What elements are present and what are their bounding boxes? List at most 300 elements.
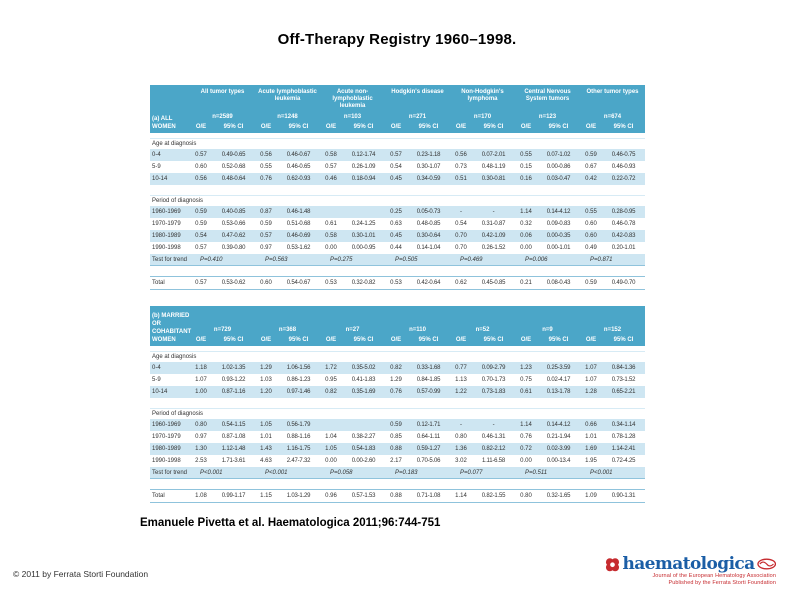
row-label: 1980-1989 — [152, 446, 181, 452]
oe-value: 0.56 — [195, 176, 207, 182]
oe-value — [320, 206, 342, 218]
oe-value: 0.25 — [390, 209, 402, 215]
ci-value: 0.88-1.16 — [286, 434, 311, 440]
oe-value: 0.88 — [390, 493, 402, 499]
spacer — [150, 398, 645, 408]
ci-value: 1.02-1.35 — [221, 365, 246, 371]
ci-value: 2.47-7.32 — [286, 458, 311, 464]
oe-value: 1.01 — [585, 434, 597, 440]
oe-value: 0.80 — [520, 493, 532, 499]
ci-value: 0.24-1.25 — [351, 221, 376, 227]
subheader-ci: 95% CI — [483, 337, 504, 343]
section-label-line: (b) MARRIED — [152, 313, 190, 319]
ci-value: 0.39-0.80 — [221, 245, 246, 251]
oe-value: 1.69 — [585, 446, 597, 452]
logo-wordmark: haematologica — [622, 554, 755, 574]
p-value: P=0.006 — [525, 257, 548, 263]
oe-value: 0.88 — [390, 446, 402, 452]
subheader-row — [150, 335, 645, 346]
oe-value: 1.07 — [585, 365, 597, 371]
ci-value: 0.12-1.74 — [351, 152, 376, 158]
corner-cell — [150, 88, 190, 112]
ci-value: 0.72-4.25 — [611, 458, 636, 464]
oe-value: 1.29 — [260, 365, 272, 371]
ci-value: 0.20-1.01 — [611, 245, 636, 251]
ci-value: 0.38-2.27 — [351, 434, 376, 440]
ci-value: 0.54-1.83 — [351, 446, 376, 452]
ci-value: 0.03-0.47 — [546, 176, 571, 182]
oe-value: 0.51 — [455, 176, 467, 182]
subheader-oe: O/E — [260, 124, 272, 130]
table-row — [150, 455, 645, 467]
page-title: Off-Therapy Registry 1960–1998. — [277, 31, 517, 48]
oe-value: - — [460, 422, 462, 428]
ci-value: 0.07-1.02 — [546, 152, 571, 158]
oe-value: 0.57 — [325, 164, 337, 170]
ci-value: 0.99-1.17 — [221, 493, 246, 499]
ci-value: 0.70-1.73 — [481, 377, 506, 383]
oe-value: 1.14 — [520, 422, 532, 428]
oe-value: 0.63 — [390, 221, 402, 227]
oe-value: 0.58 — [325, 152, 337, 158]
oe-value: 0.55 — [260, 164, 272, 170]
oe-value: 0.76 — [520, 434, 532, 440]
n-value: n=170 — [473, 114, 492, 120]
p-value: P=0.077 — [460, 470, 483, 476]
ci-value: 1.71-3.61 — [221, 458, 246, 464]
oe-value: 1.07 — [195, 377, 207, 383]
ci-value: 0.32-0.82 — [351, 280, 376, 286]
oe-value — [320, 419, 342, 431]
oe-value: 1.95 — [585, 458, 597, 464]
ci-value: 0.00-0.95 — [351, 245, 376, 251]
ci-value: 0.42-0.64 — [416, 280, 441, 286]
oe-value: 0.70 — [455, 233, 467, 239]
logo-tagline-1: Journal of the European Hematology Association — [652, 573, 776, 579]
row-label: 5-9 — [152, 164, 161, 170]
oe-value: 0.70 — [455, 245, 467, 251]
ci-value: 0.65-2.21 — [611, 389, 636, 395]
ci-value: 0.00-0.35 — [546, 233, 571, 239]
trend-row — [150, 467, 645, 479]
n-value: n=110 — [409, 327, 426, 333]
oe-value: 0.57 — [195, 280, 207, 286]
oe-value: 1.23 — [520, 365, 532, 371]
ci-value: 0.22-0.72 — [611, 176, 636, 182]
table-row — [150, 218, 645, 230]
ci-value: 0.53-0.66 — [221, 221, 246, 227]
p-value: P<0.001 — [590, 470, 613, 476]
ci-value: 0.26-1.52 — [481, 245, 506, 251]
oe-value: 0.58 — [325, 233, 337, 239]
table-row — [150, 242, 645, 254]
oe-value: 1.22 — [455, 389, 467, 395]
oe-value: 0.54 — [390, 164, 402, 170]
registry-table — [150, 85, 645, 503]
oe-value: 2.53 — [195, 458, 207, 464]
column-title: Acute lymphoblastic leukemia — [258, 89, 317, 102]
trend-row — [150, 254, 645, 266]
row-label: 1990-1998 — [152, 458, 181, 464]
oe-value: 0.45 — [390, 176, 402, 182]
n-value: n=729 — [213, 327, 232, 333]
section-label — [152, 115, 196, 131]
oe-value: 0.00 — [520, 245, 532, 251]
section-label-line: OR COHABITANT — [152, 321, 192, 335]
copyright: © 2011 by Ferrata Storti Foundation — [13, 569, 149, 579]
spacer — [150, 266, 645, 276]
ci-value: 0.53-1.62 — [286, 245, 311, 251]
oe-value: 4.63 — [260, 458, 272, 464]
oe-value: 0.60 — [585, 221, 597, 227]
ci-value: 0.21-1.94 — [546, 434, 571, 440]
column-title: Other tumor types — [586, 89, 639, 95]
ci-value — [342, 206, 385, 218]
oe-value: 0.44 — [390, 245, 402, 251]
ci-value: 0.53-0.62 — [221, 280, 246, 286]
p-value: P=0.563 — [265, 257, 288, 263]
haematologica-logo — [604, 555, 776, 586]
ci-value: 0.73-1.83 — [481, 389, 506, 395]
ci-value: 0.30-0.64 — [416, 233, 441, 239]
oe-value: 1.14 — [520, 209, 532, 215]
n-value: n=52 — [475, 327, 490, 333]
n-value: n=2589 — [212, 114, 233, 120]
subheader-oe: O/E — [260, 337, 272, 343]
oe-value: 0.59 — [390, 422, 402, 428]
oe-value: 1.07 — [585, 377, 597, 383]
subheader-oe: O/E — [455, 337, 467, 343]
n-value: n=9 — [542, 327, 553, 333]
oe-value: 1.03 — [260, 377, 272, 383]
oe-value: 1.43 — [260, 446, 272, 452]
subheader-ci: 95% CI — [548, 124, 569, 130]
oe-value: 0.59 — [585, 280, 597, 286]
table-row — [150, 149, 645, 161]
ci-value: 0.47-0.62 — [221, 233, 246, 239]
oe-value: 0.80 — [195, 422, 207, 428]
ci-value: 0.84-1.36 — [611, 365, 636, 371]
row-label: Test for trend — [152, 257, 188, 263]
oe-value: 1.36 — [455, 446, 467, 452]
ci-value: 0.57-0.99 — [416, 389, 441, 395]
oe-value: 0.57 — [390, 152, 402, 158]
ci-value: 0.46-0.78 — [611, 221, 636, 227]
section-header — [150, 85, 645, 133]
subheader-ci: 95% CI — [353, 337, 374, 343]
oe-value: 0.85 — [390, 434, 402, 440]
oe-value: 1.09 — [585, 493, 597, 499]
subheader-row — [150, 122, 645, 133]
n-value: n=1248 — [277, 114, 298, 120]
oe-value: 0.54 — [195, 233, 207, 239]
ci-value: 0.64-1.11 — [416, 434, 441, 440]
ci-value: 0.02-3.99 — [546, 446, 571, 452]
ci-value: 0.18-0.94 — [351, 176, 376, 182]
oe-value: 0.80 — [455, 434, 467, 440]
subheader-ci: 95% CI — [353, 124, 374, 130]
subheader-oe: O/E — [585, 124, 597, 130]
oe-value: 0.55 — [585, 209, 597, 215]
oe-value: 0.49 — [585, 245, 597, 251]
subheader-ci: 95% CI — [223, 337, 244, 343]
ci-value: 0.86-1.23 — [286, 377, 311, 383]
section-label-line: WOMEN — [152, 124, 176, 130]
oe-value: 0.76 — [390, 389, 402, 395]
ci-value: 0.48-0.64 — [221, 176, 246, 182]
oe-value: 0.56 — [455, 152, 467, 158]
ci-value: 0.87-1.16 — [221, 389, 246, 395]
oe-value: 0.46 — [325, 176, 337, 182]
table-row — [150, 362, 645, 374]
p-value: P=0.410 — [200, 257, 223, 263]
ci-value: 0.14-4.12 — [546, 209, 571, 215]
oe-value: 0.06 — [520, 233, 532, 239]
ci-value: 0.71-1.08 — [416, 493, 441, 499]
oe-value: 1.28 — [585, 389, 597, 395]
column-title: All tumor types — [200, 89, 245, 95]
ci-value: 1.12-1.48 — [221, 446, 246, 452]
oe-value: 0.67 — [585, 164, 597, 170]
spacer — [150, 185, 645, 195]
ci-value: 0.35-1.69 — [351, 389, 376, 395]
ci-value: 0.09-2.79 — [481, 365, 506, 371]
ci-value: 0.07-2.01 — [481, 152, 506, 158]
ci-value: 0.46-1.31 — [481, 434, 506, 440]
ci-value: 1.16-1.75 — [286, 446, 311, 452]
row-label: 1980-1989 — [152, 233, 181, 239]
row-label: 10-14 — [152, 389, 168, 395]
spacer — [150, 479, 645, 489]
logo-row — [604, 555, 776, 573]
row-label: Total — [152, 493, 165, 499]
table-row — [150, 431, 645, 443]
row-label: 1970-1979 — [152, 221, 181, 227]
oe-value: 0.60 — [195, 164, 207, 170]
n-row — [150, 112, 645, 122]
row-label: 1960-1969 — [152, 209, 181, 215]
row-label: 0-4 — [152, 365, 161, 371]
oe-value: 1.13 — [455, 377, 467, 383]
subheader-ci: 95% CI — [483, 124, 504, 130]
oe-value: 0.61 — [520, 389, 532, 395]
ci-value: 0.28-0.95 — [611, 209, 636, 215]
table-row — [150, 161, 645, 173]
table-row — [150, 443, 645, 455]
ci-value: 0.93-1.22 — [221, 377, 246, 383]
ci-value: - — [492, 209, 495, 215]
row-label: 1990-1998 — [152, 245, 181, 251]
ci-value: 0.30-1.01 — [351, 233, 376, 239]
total-row — [150, 489, 645, 503]
spacer — [150, 290, 645, 306]
oe-value: 0.00 — [325, 245, 337, 251]
ci-value: 0.90-1.31 — [611, 493, 636, 499]
oe-value: 0.53 — [390, 280, 402, 286]
subheader-oe: O/E — [325, 124, 337, 130]
row-label: 5-9 — [152, 377, 161, 383]
oe-value: 3.02 — [455, 458, 467, 464]
oe-value: 0.77 — [455, 365, 467, 371]
subheader-oe: O/E — [455, 124, 467, 130]
ci-value: 0.14-4.12 — [546, 422, 571, 428]
ci-value: 0.00-0.86 — [546, 164, 571, 170]
subheader-oe: O/E — [390, 337, 402, 343]
subheader-oe: O/E — [520, 337, 532, 343]
ci-value: 0.73-1.52 — [611, 377, 636, 383]
p-value: P=0.871 — [590, 257, 613, 263]
oe-value: 1.72 — [325, 365, 337, 371]
p-value: P=0.275 — [330, 257, 353, 263]
column-title: Central Nervous System tumors — [524, 89, 571, 102]
ci-value: 0.82-1.55 — [481, 493, 506, 499]
ci-value: 0.54-0.67 — [286, 280, 311, 286]
oe-value: 0.21 — [520, 280, 532, 286]
p-value: P=0.183 — [395, 470, 418, 476]
ci-value: 0.78-1.28 — [611, 434, 636, 440]
oe-value: 0.62 — [455, 280, 467, 286]
subheader-ci: 95% CI — [613, 124, 634, 130]
oe-value: 0.59 — [260, 221, 272, 227]
block-heading: Period of diagnosis — [150, 408, 645, 419]
oe-value: 0.59 — [585, 152, 597, 158]
oe-value: 0.97 — [195, 434, 207, 440]
ci-value: 0.46-0.65 — [286, 164, 311, 170]
oe-value: 0.32 — [520, 221, 532, 227]
oe-value: 1.15 — [260, 493, 272, 499]
ci-value: 0.00-2.60 — [351, 458, 376, 464]
oe-value: 1.00 — [195, 389, 207, 395]
p-value: P=0.058 — [330, 470, 353, 476]
citation: Emanuele Pivetta et al. Haematologica 2011;96:744-751 — [140, 517, 441, 529]
table-row — [150, 230, 645, 242]
subheader-oe: O/E — [195, 124, 207, 130]
section-header — [150, 306, 645, 346]
ci-value: 0.13-1.78 — [546, 389, 571, 395]
ci-value: 0.45-0.85 — [481, 280, 506, 286]
ci-value: 0.33-1.68 — [416, 365, 441, 371]
p-value: P=0.511 — [525, 470, 548, 476]
oe-value: 0.59 — [195, 221, 207, 227]
clover-icon — [604, 556, 621, 573]
oe-value: 0.97 — [260, 245, 272, 251]
ci-value: 0.48-0.85 — [416, 221, 441, 227]
ci-value: 0.41-1.83 — [351, 377, 376, 383]
n-value: n=271 — [408, 114, 427, 120]
ci-value: 0.87-1.08 — [221, 434, 246, 440]
oe-value: 0.95 — [325, 377, 337, 383]
table-row — [150, 386, 645, 398]
subheader-oe: O/E — [195, 337, 207, 343]
oe-value: 0.76 — [260, 176, 272, 182]
table-row — [150, 419, 645, 431]
ci-value: 0.62-0.93 — [286, 176, 311, 182]
ci-value: 0.49-0.65 — [221, 152, 246, 158]
oe-value: 0.54 — [455, 221, 467, 227]
oe-value: 0.16 — [520, 176, 532, 182]
oe-value: 0.57 — [195, 152, 207, 158]
ci-value: 0.32-1.65 — [546, 493, 571, 499]
ci-value: 0.97-1.46 — [286, 389, 311, 395]
row-label: 1960-1969 — [152, 422, 181, 428]
ci-value: 0.30-0.81 — [481, 176, 506, 182]
oe-value: 1.29 — [390, 377, 402, 383]
oe-value: 0.60 — [260, 280, 272, 286]
oe-value: 0.00 — [520, 458, 532, 464]
ci-value: 0.08-0.43 — [546, 280, 571, 286]
total-row — [150, 276, 645, 290]
ci-value: 0.84-1.85 — [416, 377, 441, 383]
ci-value: 0.26-1.09 — [351, 164, 376, 170]
table-row — [150, 173, 645, 185]
oe-value: 0.45 — [390, 233, 402, 239]
p-value: P<0.001 — [200, 470, 223, 476]
ci-value: 0.05-0.73 — [416, 209, 441, 215]
block-heading: Age at diagnosis — [150, 351, 645, 362]
block-heading: Period of diagnosis — [150, 195, 645, 206]
column-title: Hodgkin's disease — [391, 89, 444, 95]
ci-value: 0.35-5.02 — [351, 365, 376, 371]
row-label: Test for trend — [152, 470, 188, 476]
ci-value: 0.46-0.69 — [286, 233, 311, 239]
n-value: n=103 — [343, 114, 362, 120]
ci-value: 0.09-0.83 — [546, 221, 571, 227]
ci-value: 1.14-2.41 — [611, 446, 636, 452]
ci-value: 0.57-1.53 — [351, 493, 376, 499]
oe-value: 1.04 — [325, 434, 337, 440]
subheader-ci: 95% CI — [418, 124, 439, 130]
n-value: n=123 — [538, 114, 557, 120]
oe-value: 0.60 — [585, 233, 597, 239]
row-label: Total — [152, 280, 165, 286]
oe-value: 0.61 — [325, 221, 337, 227]
ci-value: 0.49-0.70 — [611, 280, 636, 286]
ci-value: 0.46-1.48 — [286, 209, 311, 215]
oe-value: 0.53 — [325, 280, 337, 286]
oe-value: 0.55 — [520, 152, 532, 158]
row-label: 0-4 — [152, 152, 161, 158]
oe-value: 0.82 — [325, 389, 337, 395]
ci-value: 0.31-0.87 — [481, 221, 506, 227]
oe-value: 0.96 — [325, 493, 337, 499]
n-value: n=368 — [278, 327, 297, 333]
subheader-oe: O/E — [520, 124, 532, 130]
subheader-ci: 95% CI — [288, 337, 309, 343]
ci-value: 0.59-1.27 — [416, 446, 441, 452]
p-value: P<0.001 — [265, 470, 288, 476]
p-value: P=0.505 — [395, 257, 418, 263]
subheader-ci: 95% CI — [613, 337, 634, 343]
ci-value — [342, 419, 385, 431]
oe-value: 1.14 — [455, 493, 467, 499]
subheader-oe: O/E — [325, 337, 337, 343]
oe-value: 1.08 — [195, 493, 207, 499]
ci-value: 0.52-0.68 — [221, 164, 246, 170]
ci-value: 0.25-3.59 — [546, 365, 571, 371]
oe-value: 1.18 — [195, 365, 207, 371]
column-title-row — [150, 85, 645, 112]
ci-value: 1.03-1.29 — [286, 493, 311, 499]
ci-value: 0.51-0.68 — [286, 221, 311, 227]
oe-value: 2.17 — [390, 458, 402, 464]
subheader-ci: 95% CI — [418, 337, 439, 343]
table-row — [150, 374, 645, 386]
oe-value: 1.20 — [260, 389, 272, 395]
oe-value: 1.05 — [325, 446, 337, 452]
block-heading: Age at diagnosis — [150, 138, 645, 149]
oe-value: 0.82 — [390, 365, 402, 371]
oe-value: 0.57 — [195, 245, 207, 251]
